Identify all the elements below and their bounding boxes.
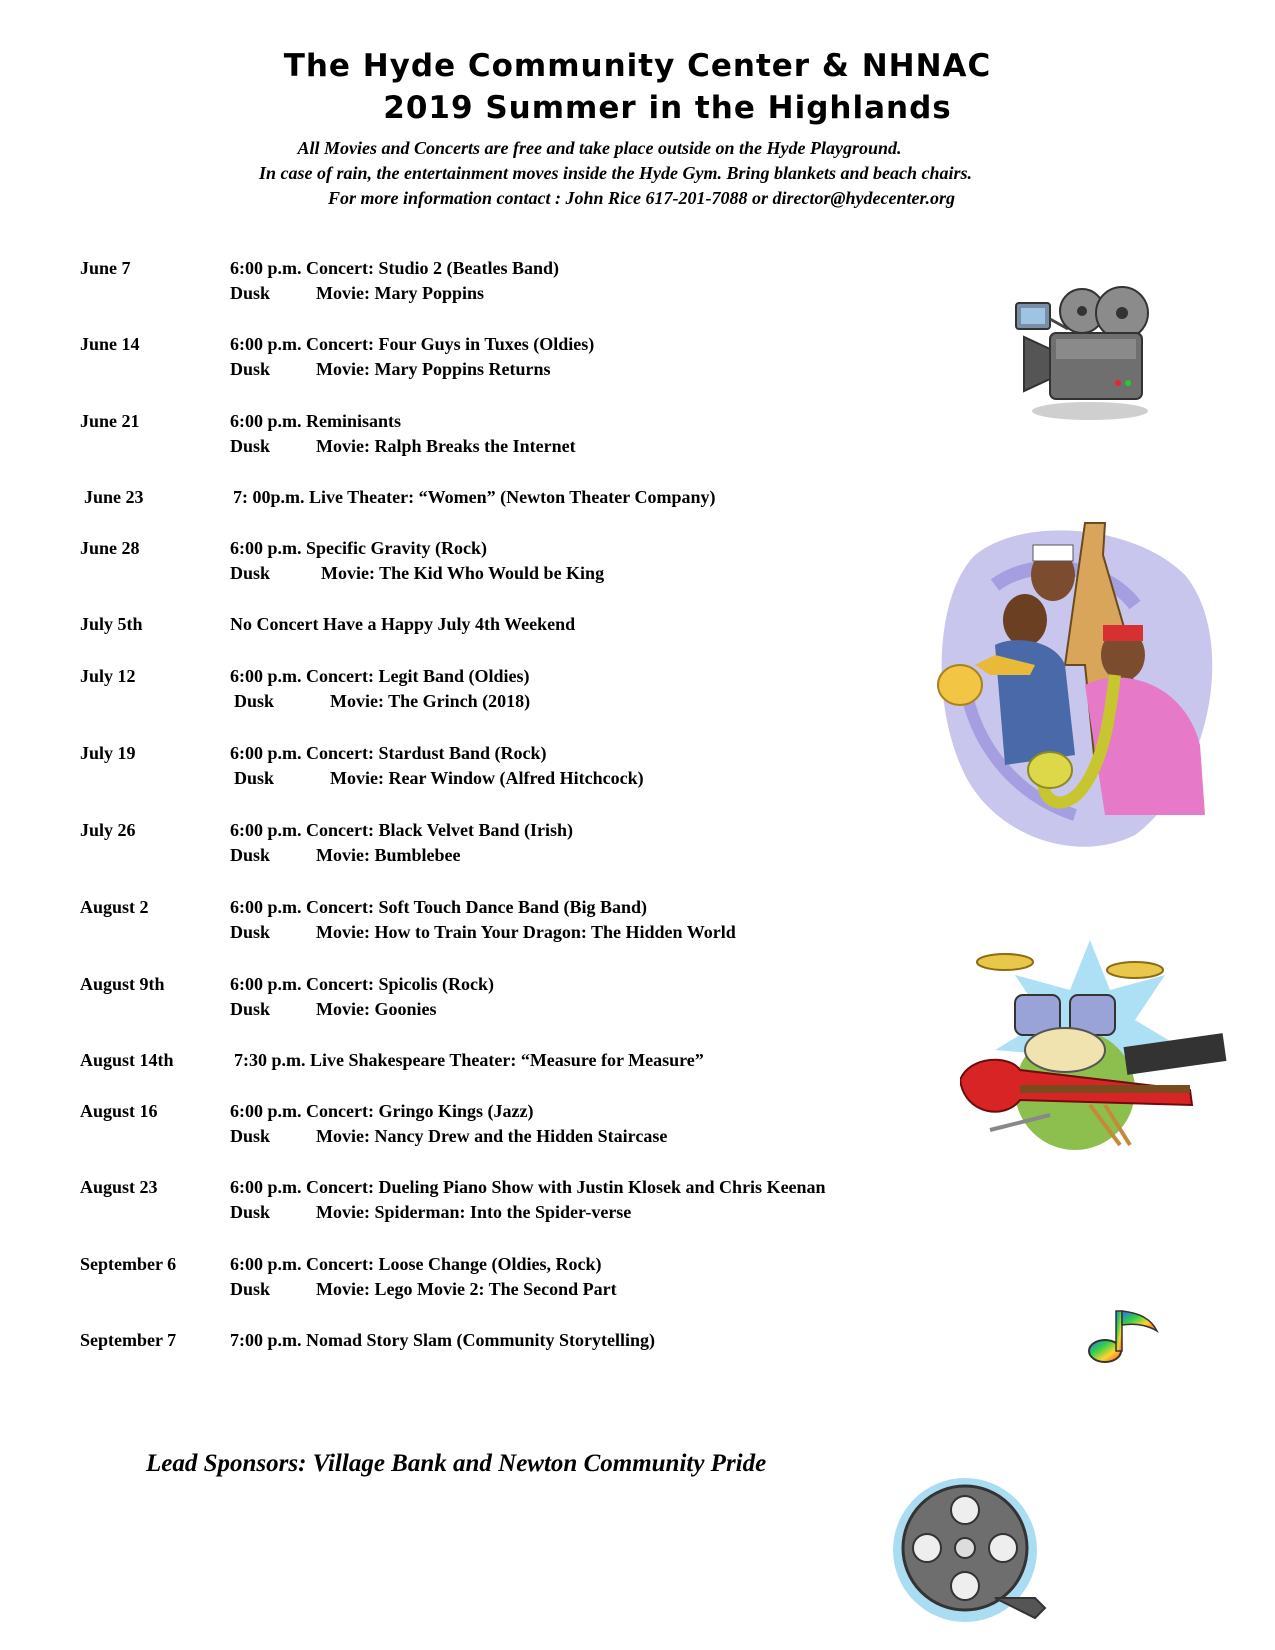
- event-time-label: Dusk: [230, 283, 271, 303]
- event-primary: 7:00 p.m. Nomad Story Slam (Community Storytelling): [230, 1330, 655, 1350]
- event-time-label: Dusk: [230, 563, 271, 583]
- film-reel-icon: [885, 1468, 1055, 1638]
- event-time-label: Dusk: [230, 922, 271, 942]
- event-time-label: Dusk: [230, 845, 271, 865]
- intro-line-3: For more information contact : John Rice 617-201-7088 or director@hydecenter.org: [328, 188, 955, 208]
- page-title: The Hyde Community Center & NHNAC: [283, 48, 992, 84]
- event-primary: 6:00 p.m. Concert: Four Guys in Tuxes (Oldies): [230, 334, 595, 354]
- event-secondary: [234, 766, 644, 791]
- intro-line-2: In case of rain, the entertainment moves inside the Hyde Gym. Bring blankets and beach chairs.: [258, 163, 973, 183]
- event-secondary-text: Movie: Ralph Breaks the Internet: [316, 436, 576, 456]
- event-secondary: [230, 997, 436, 1022]
- event-date: June 7: [80, 258, 131, 278]
- event-primary: No Concert Have a Happy July 4th Weekend: [230, 614, 576, 634]
- event-date: September 6: [80, 1254, 177, 1274]
- event-primary: 6:00 p.m. Concert: Spicolis (Rock): [230, 974, 494, 994]
- event-time-label: Dusk: [234, 691, 275, 711]
- event-time-label: Dusk: [230, 999, 271, 1019]
- page-subtitle: 2019 Summer in the Highlands: [383, 90, 952, 126]
- event-date: August 2: [80, 897, 149, 917]
- event-secondary-text: Movie: Bumblebee: [316, 845, 461, 865]
- event-date: August 16: [80, 1101, 158, 1121]
- event-secondary-text: Movie: Goonies: [316, 999, 437, 1019]
- event-secondary-text: Movie: Mary Poppins: [316, 283, 484, 303]
- event-date: August 14th: [80, 1050, 174, 1070]
- event-secondary-text: Movie: Mary Poppins Returns: [316, 359, 551, 379]
- jazz-band-icon: [935, 515, 1235, 855]
- event-secondary: [230, 843, 460, 868]
- event-secondary: [230, 1124, 667, 1149]
- event-secondary: [230, 1200, 631, 1225]
- movie-camera-icon: [1010, 283, 1160, 423]
- music-note-icon: [1085, 1305, 1165, 1365]
- event-secondary-text: Movie: Nancy Drew and the Hidden Staircase: [316, 1126, 668, 1146]
- drum-kit-guitar-icon: [960, 940, 1235, 1150]
- event-primary: 6:00 p.m. Specific Gravity (Rock): [230, 538, 487, 558]
- event-time-label: Dusk: [230, 1126, 271, 1146]
- event-secondary-text: Movie: The Grinch (2018): [330, 691, 531, 711]
- event-date: June 23: [84, 487, 144, 507]
- event-time-label: Dusk: [230, 1279, 271, 1299]
- event-secondary: [230, 561, 604, 586]
- event-secondary-text: Movie: The Kid Who Would be King: [321, 563, 605, 583]
- event-primary: 6:00 p.m. Concert: Dueling Piano Show with Justin Klosek and Chris Keenan: [230, 1177, 826, 1197]
- event-date: August 9th: [80, 974, 165, 994]
- event-time-label: Dusk: [230, 436, 271, 456]
- event-date: September 7: [80, 1330, 177, 1350]
- event-secondary: [230, 281, 484, 306]
- event-primary: 6:00 p.m. Concert: Legit Band (Oldies): [230, 666, 530, 686]
- event-primary: 6:00 p.m. Concert: Gringo Kings (Jazz): [230, 1101, 534, 1121]
- event-date: July 26: [80, 820, 136, 840]
- event-time-label: Dusk: [234, 768, 275, 788]
- event-secondary: [230, 1277, 617, 1302]
- event-secondary: [234, 689, 530, 714]
- event-secondary-text: Movie: How to Train Your Dragon: The Hidden World: [316, 922, 736, 942]
- event-date: July 5th: [80, 614, 143, 634]
- intro-line-1: All Movies and Concerts are free and take place outside on the Hyde Playground.: [297, 138, 902, 158]
- event-secondary-text: Movie: Lego Movie 2: The Second Part: [316, 1279, 617, 1299]
- event-secondary: [230, 357, 550, 382]
- event-primary: 7: 00p.m. Live Theater: “Women” (Newton Theater Company): [233, 487, 716, 507]
- event-date: June 21: [80, 411, 140, 431]
- event-date: July 12: [80, 666, 136, 686]
- event-primary: 7:30 p.m. Live Shakespeare Theater: “Measure for Measure”: [234, 1050, 704, 1070]
- sponsors-line: Lead Sponsors: Village Bank and Newton Community Pride: [146, 1450, 767, 1477]
- event-primary: 6:00 p.m. Reminisants: [230, 411, 402, 431]
- event-primary: 6:00 p.m. Concert: Stardust Band (Rock): [230, 743, 547, 763]
- event-secondary: [230, 920, 736, 945]
- event-secondary-text: Movie: Spiderman: Into the Spider-verse: [316, 1202, 632, 1222]
- event-time-label: Dusk: [230, 1202, 271, 1222]
- event-date: June 14: [80, 334, 140, 354]
- event-date: June 28: [80, 538, 140, 558]
- event-secondary-text: Movie: Rear Window (Alfred Hitchcock): [330, 768, 644, 788]
- event-primary: 6:00 p.m. Concert: Loose Change (Oldies, Rock): [230, 1254, 602, 1274]
- event-date: July 19: [80, 743, 136, 763]
- event-primary: 6:00 p.m. Concert: Studio 2 (Beatles Band): [230, 258, 559, 278]
- event-date: August 23: [80, 1177, 158, 1197]
- event-primary: 6:00 p.m. Concert: Black Velvet Band (Irish): [230, 820, 573, 840]
- event-secondary: [230, 434, 576, 459]
- event-time-label: Dusk: [230, 359, 271, 379]
- event-primary: 6:00 p.m. Concert: Soft Touch Dance Band (Big Band): [230, 897, 648, 917]
